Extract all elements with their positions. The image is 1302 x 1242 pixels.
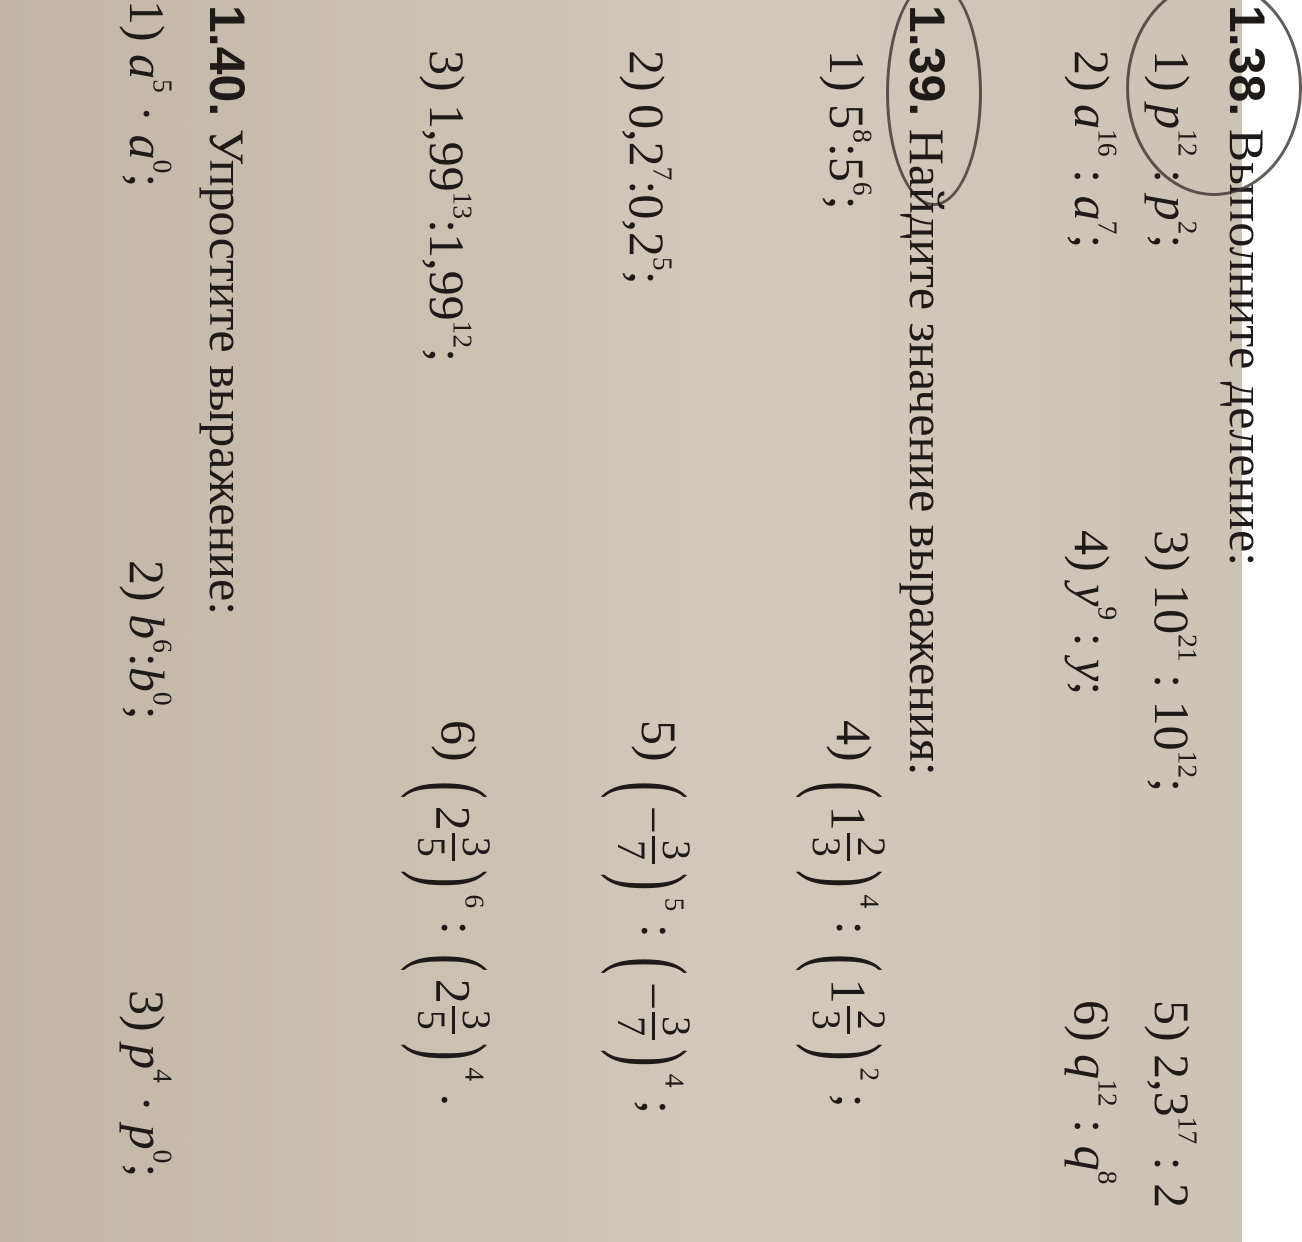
exercise-139-item-3 [419, 50, 479, 362]
exponent: 5 [147, 79, 179, 93]
exponent: 0 [147, 159, 179, 174]
numerator: 3 [652, 836, 697, 864]
exercise-title: Упростите выражение: [199, 128, 255, 616]
fraction [410, 833, 497, 861]
exercise-139-heading [899, 5, 955, 776]
exponent: 2 [1172, 220, 1204, 235]
numerator: 2 [847, 1006, 892, 1034]
punctuation: ; [1064, 681, 1120, 696]
exercise-139-item-4 [795, 720, 902, 1108]
base: y [1064, 584, 1120, 607]
exponent: 2 [854, 1067, 886, 1082]
base: a [1064, 195, 1120, 221]
exponent: 7 [647, 166, 679, 181]
item-label: 5) [1144, 1000, 1200, 1042]
base: p [119, 1044, 175, 1070]
denominator: 5 [409, 1009, 454, 1030]
exponent: 8 [1092, 1170, 1124, 1185]
exercise-140-item-2 [119, 560, 179, 720]
base: 2,3 [1144, 1054, 1200, 1117]
item-label: 1) [1144, 50, 1200, 92]
item-label: 2) [619, 50, 675, 92]
whole-part: 1 [820, 978, 877, 1004]
exercise-number: 1.39. [899, 5, 955, 117]
base: 5 [819, 156, 875, 182]
punctuation: ; [419, 348, 475, 362]
operator: : [631, 923, 688, 938]
exponent: 21 [1172, 634, 1204, 662]
paren-open: ( [600, 781, 707, 799]
operator: : [819, 142, 875, 157]
fraction [410, 1006, 497, 1034]
operator: : [431, 920, 488, 935]
paren-open: ( [400, 781, 507, 799]
paren-open: ( [400, 954, 507, 972]
whole-part: 2 [425, 805, 482, 831]
punctuation: ; [119, 705, 175, 720]
exercise-140-heading [199, 5, 255, 616]
paren-open: ( [600, 957, 707, 975]
numerator: 3 [452, 833, 497, 861]
base: a [1064, 104, 1120, 130]
operator: : [1144, 169, 1200, 184]
base: 0,2 [619, 104, 675, 167]
operator: : [619, 180, 675, 195]
operator: : [1144, 674, 1200, 689]
exercise-138-item-3 [1144, 530, 1204, 792]
paren-open: ( [795, 954, 902, 972]
exponent: 0 [147, 691, 179, 706]
denominator: 7 [609, 840, 654, 860]
exercise-number: 1.38. [1219, 5, 1275, 117]
operator: : [826, 920, 883, 935]
exponent: 5 [659, 897, 691, 912]
denominator: 3 [804, 1009, 849, 1030]
denominator: 5 [409, 836, 454, 857]
exponent: 4 [459, 1067, 491, 1082]
item-label: 2) [119, 560, 175, 602]
fraction [610, 1012, 697, 1040]
exponent: 6 [847, 181, 879, 196]
exercise-139-item-2 [619, 50, 679, 285]
base: p [1144, 195, 1200, 221]
exercise-138-item-5 [1144, 1000, 1204, 1209]
base: a [119, 134, 175, 160]
operator: : [1144, 1156, 1200, 1171]
item-label: 6) [1064, 1000, 1120, 1042]
base: 5 [819, 104, 875, 130]
paren-close: ) [795, 1042, 902, 1061]
punctuation: . [431, 1093, 488, 1107]
exercise-title: Выполните деление: [1219, 128, 1275, 567]
punctuation: ; [826, 1093, 883, 1108]
operator: : [419, 219, 475, 234]
punctuation: ; [819, 195, 875, 210]
exercise-title: Найдите значение выражения: [899, 128, 955, 776]
exponent: 12 [447, 320, 479, 349]
operator: : [1064, 169, 1120, 184]
paren-close: ) [400, 1042, 507, 1061]
exercise-number: 1.40. [199, 5, 255, 117]
base: 2 [1144, 1183, 1200, 1209]
exercise-140-item-3 [119, 990, 179, 1178]
exercise-139-item-1 [819, 50, 879, 210]
whole-part: 2 [425, 978, 482, 1004]
exercise-139-item-6 [400, 720, 507, 1107]
paren-close: ) [400, 869, 507, 888]
punctuation: ; [1144, 234, 1200, 249]
punctuation: ; [631, 1100, 688, 1114]
paren-close: ) [600, 1049, 707, 1067]
operator: · [119, 1095, 175, 1113]
punctuation: ; [1144, 778, 1200, 792]
whole-part: 1 [820, 805, 877, 831]
base: 1,99 [419, 233, 475, 321]
base: 1,99 [419, 104, 475, 192]
base: 10 [1144, 700, 1200, 751]
base: q [1064, 1054, 1120, 1080]
fraction [805, 833, 892, 861]
exponent: 5 [647, 256, 679, 271]
punctuation: ; [1064, 234, 1120, 249]
denominator: 3 [804, 836, 849, 857]
item-label: 1) [119, 0, 175, 42]
exercise-140-item-1 [119, 0, 179, 188]
denominator: 7 [609, 1016, 654, 1037]
exponent: 12 [1092, 1079, 1124, 1107]
item-label: 3) [119, 990, 175, 1032]
exponent: 9 [1092, 606, 1124, 621]
exponent: 12 [1172, 129, 1204, 157]
punctuation: ; [119, 173, 175, 188]
numerator: 3 [452, 1006, 497, 1034]
exponent: 4 [659, 1073, 691, 1088]
exponent: 16 [1092, 129, 1124, 157]
base: p [119, 1124, 175, 1150]
item-label: 3) [1144, 530, 1200, 572]
item-label: 5) [631, 720, 688, 762]
fraction [805, 1006, 892, 1034]
item-label: 6) [431, 720, 488, 762]
minus-sign: − [625, 981, 682, 1011]
minus-sign: − [625, 805, 682, 834]
base: 10 [1144, 584, 1200, 635]
base: p [1144, 104, 1200, 130]
exponent: 17 [1172, 1116, 1204, 1145]
base: 0,2 [619, 194, 675, 257]
operator: : [1064, 1119, 1120, 1134]
operator: · [119, 105, 175, 123]
exercise-138-item-2 [1064, 50, 1124, 249]
exponent: 7 [1092, 220, 1124, 235]
punctuation: ; [619, 270, 675, 285]
exponent: 12 [1172, 750, 1204, 779]
base: a [119, 54, 175, 80]
item-label: 2) [1064, 50, 1120, 92]
exponent: 4 [147, 1069, 179, 1083]
exponent: 0 [147, 1149, 179, 1164]
paren-close: ) [600, 873, 707, 891]
exponent: 8 [847, 129, 879, 143]
paren-open: ( [795, 781, 902, 799]
punctuation: ; [119, 1163, 175, 1178]
exercise-138-item-4 [1064, 530, 1124, 696]
exponent: 6 [147, 639, 179, 653]
operator: : [1064, 632, 1120, 647]
exercise-139-item-5 [600, 720, 707, 1114]
exercise-138-item-6 [1064, 1000, 1124, 1185]
item-label: 4) [826, 720, 883, 762]
operator: : [119, 652, 175, 667]
fraction [610, 836, 697, 864]
base: q [1064, 1145, 1120, 1171]
numerator: 3 [652, 1012, 697, 1040]
base: y [1064, 659, 1120, 682]
item-label: 3) [419, 50, 475, 92]
numerator: 2 [847, 833, 892, 861]
base: b [119, 614, 175, 640]
item-label: 4) [1064, 530, 1120, 572]
item-label: 1) [819, 50, 875, 92]
exponent: 4 [854, 894, 886, 909]
paren-close: ) [795, 869, 902, 888]
exponent: 6 [459, 894, 491, 909]
exponent: 13 [447, 191, 479, 220]
base: b [119, 666, 175, 692]
